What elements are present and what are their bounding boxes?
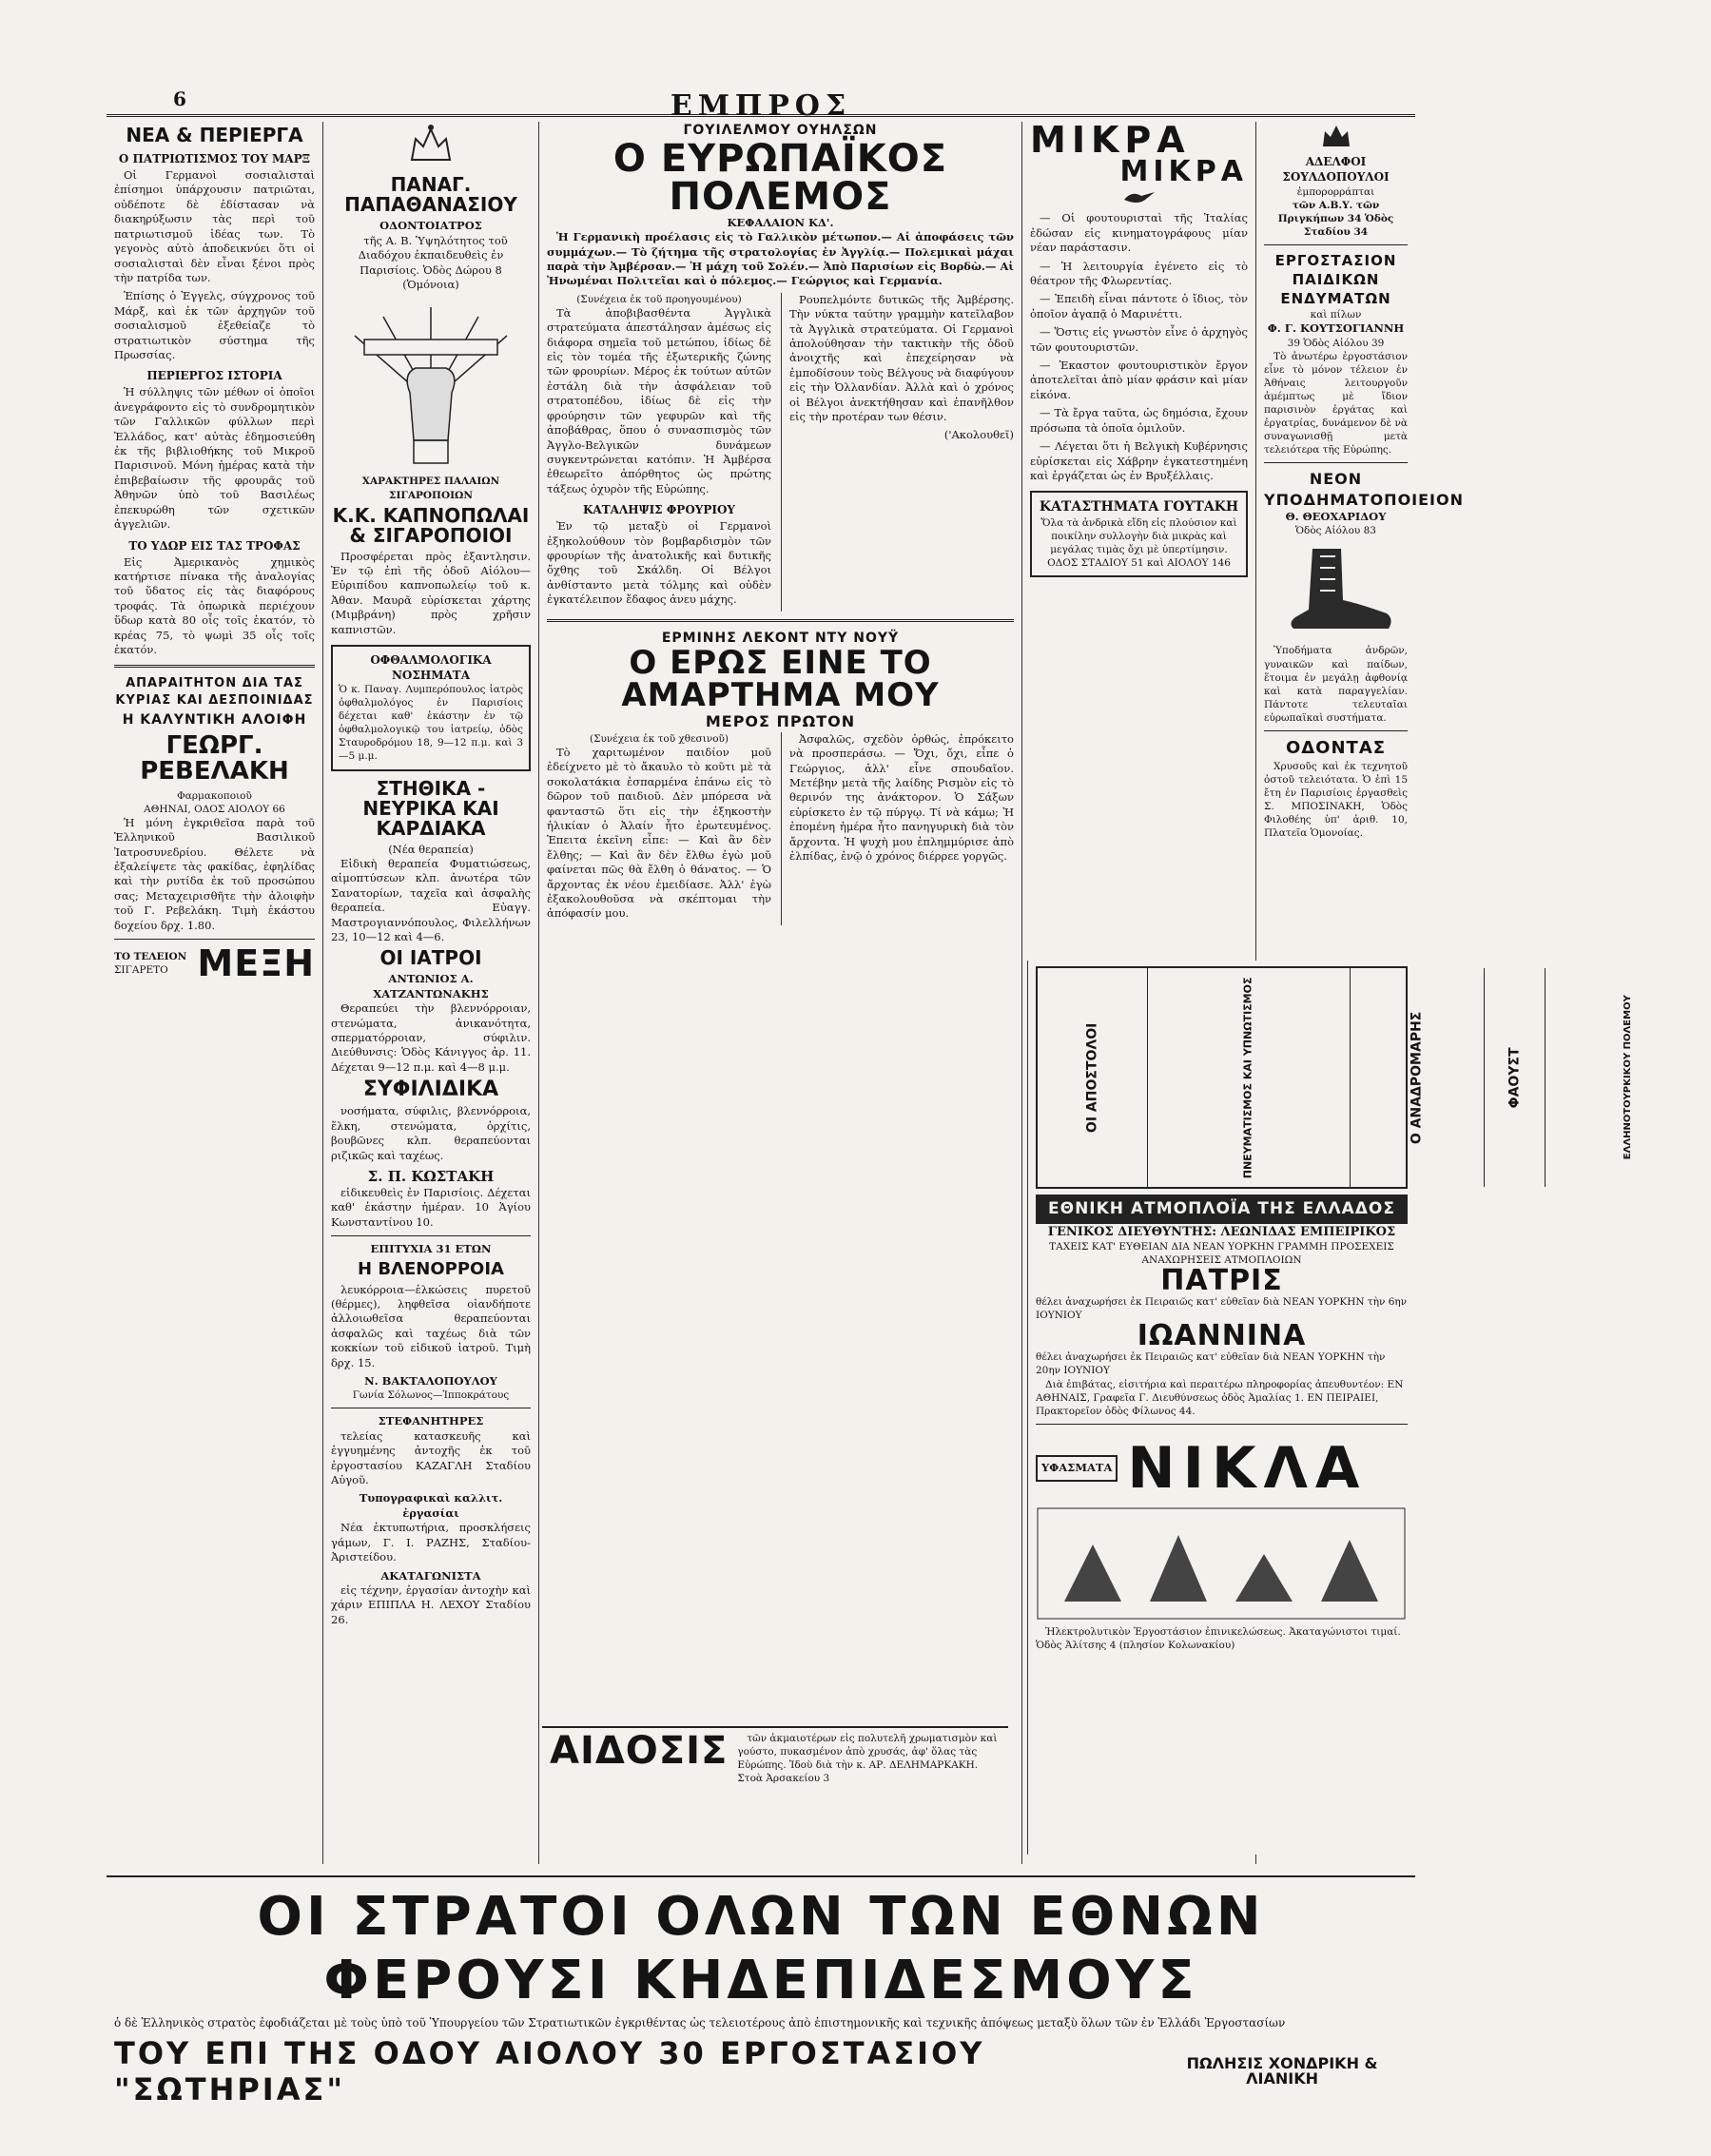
nikla-ad	[1036, 1430, 1408, 1506]
tobacco-heading: Κ.Κ. ΚΑΠΝΟΠΩΛΑΙ & ΣΙΓΑΡΟΠΟΙΟΙ	[332, 503, 530, 547]
aidosis-ad	[542, 1726, 1008, 1859]
article-heading: ΠΕΡΙΕΡΓΟΣ ΙΣΤΟΡΙΑ	[146, 369, 282, 383]
shoe-ad-text: Ὅλα τὰ ἀνδρικὰ εἴδη εἰς πλούσιον καὶ ποικίλην συλλογὴν διὰ μικρὰς καὶ μεγάλας τιμὰς ὄχι μὲ ὑπερτίμησιν. ΟΔΟΣ ΣΤΑΔΙΟΥ 51 καὶ ΑΙΟΛΟΥ 146	[1040, 517, 1237, 570]
serial-text: Τὰ ἀποβιβασθέντα Ἀγγλικὰ στρατεύματα ἀπεστάλησαν ἀμέσως εἰς διάφορα σημεῖα τοῦ μετώπου, ἰδίως δὲ εἰς τὸν τομέα τῆς ἐξωτερικῆς ζώνης τῶν φρουρίων. Μέρος ἐκ τούτων αὐτῶν ἐστάλη διὰ τὴν ἀσφάλειαν τοῦ στρατοπέδου, ἰδίως δὲ εἰς τὴν φρούρησιν τῶν γεφυρῶν καὶ τῆς ἀποβάθρας, ὅπου ὁ συνασπισμὸς τῶν Ἀγγλο-Βελγικῶν δυνάμεων συγκεντρώνεται κατόπιν. Ἡ Ἀμβέρσα ἐθεωρεῖτο ἀπόρθητος ὡς πρώτης τάξεως ὀχυρὸν τῆς Εὐρώπης.	[547, 305, 771, 495]
section-title-2: ΜΙΚΡΑ	[1119, 155, 1248, 188]
shoe-shop-owner: Θ. ΘΕΟΧΑΡΙΔΟΥ	[1285, 510, 1387, 523]
serial2-author: ΕΡΜΙΝΗΣ ΛΕΚΟΝΤ ΝΤΥ ΝΟΥΫ	[661, 630, 900, 646]
serial-text: Ἐν τῷ μεταξὺ οἱ Γερμανοὶ ἐξηκολούθουν τὸν βομβαρδισμὸν τῶν φρουρίων τῆς ἀνατολικῆς καὶ δυτικῆς ὄχθης τοῦ Σκάλδη. Οἱ Βέλγοι ἀνθίσταντο μετὰ τόλμης καὶ οὐδὲν ἐγκατέλειπον ἔδαφος ἀνευ μάχης.	[547, 519, 771, 607]
workshop-sub: καὶ πίλων	[1310, 309, 1362, 321]
divider	[1264, 730, 1408, 731]
dentist-text: τῆς Α. Β. Ὑψηλότητος τοῦ Διαδόχου ἐκπαιδευθεὶς ἐν Παρισίοις. Ὁδὸς Δώρου 8 (Ὁμόνοια)	[358, 233, 508, 292]
divider	[114, 665, 315, 668]
cigarette-label: ΤΟ ΤΕΛΕΙΟΝ	[114, 950, 187, 962]
short-item: — Λέγεται ὅτι ἡ Βελγικὴ Κυβέρνησις εὑρίσκεται εἰς Χάβρην ἐγκατεστημένη καὶ ἐργάζεται ὡς ἐν Βρυξέλλαις.	[1030, 439, 1248, 482]
printing-text: Νέα ἐκτυπωτήρια, προσκλήσεις γάμων, Γ. Ι. ΡΑΖΗΣ, Σταδίου-Ἀριστείδου.	[331, 1521, 531, 1564]
ship-text-1: θέλει ἀναχωρήσει ἐκ Πειραιῶς κατ' εὐθεῖαν διὰ ΝΕΑΝ ΥΟΡΚΗΝ τὴν 6ην ΙΟΥΝΙΟΥ	[1036, 1296, 1408, 1322]
steamship-heading: ΕΘΝΙΚΗ ΑΤΜΟΠΛΟΪΑ ΤΗΣ ΕΛΛΑΔΟΣ	[1036, 1195, 1408, 1224]
dentist-role: ΟΔΟΝΤΟΙΑΤΡΟΣ	[379, 219, 482, 233]
banner-text: ὁ δὲ Ἑλληνικὸς στρατὸς ἐφοδιάζεται μὲ τοὺς ὑπὸ τοῦ Ὑπουργείου τῶν Στρατιωτικῶν ἐγκριθέντας ὡς τελειοτέρους ἀπὸ ἐπιστημονικῆς καὶ τεχνικῆς ἀπόψεως μεταξὺ ὅλων τῶν ἐν Ἑλλάδι Ἐργοστασίων	[114, 2016, 1286, 2030]
dentist-heading: ΟΔΟΝΤΑΣ	[1285, 737, 1387, 758]
short-item: — Ἡ λειτουργία ἐγένετο εἰς τὸ θέατρον τῆς Φλωρεντίας.	[1030, 259, 1248, 288]
chest-heading: ΣΤΗΘΙΚΑ - ΝΕΥΡΙΚΑ ΚΑΙ ΚΑΡΔΙΑΚΑ	[362, 776, 499, 840]
book-anadromaris: Ο ΑΝΑΔΡΟΜΑΡΗΣ	[1350, 968, 1483, 1187]
article-text: Εἰς Ἀμερικανὸς χημικὸς κατήρτισε πίνακα τῆς ἀναλογίας τοῦ ὕδατος εἰς τὰς διαφόρους τροφάς. Τὰ ὀπωρικὰ περιέχουν ὕδωρ κατὰ 80 οἷς τοῖς ἑκατόν, τὸ κρέας 75, τὸ ψωμὶ 35 οἷς τοῖς ἑκατόν.	[114, 554, 315, 657]
eye-doctor-heading: ΟΦΘΑΛΜΟΛΟΓΙΚΑ ΝΟΣΗΜΑΤΑ	[370, 653, 492, 683]
book-greco-turkish-war: ΕΛΛΗΝΟΤΟΥΡΚΙΚΟΥ ΠΟΛΕΜΟΥ	[1545, 968, 1710, 1187]
serial-author: ΓΟΥΙΛΕΛΜΟΥ ΟΥΗΛΣΩΝ	[683, 123, 878, 138]
wreaths-heading: ΣΤΕΦΑΝΗΤΗΡΕΣ	[378, 1414, 484, 1428]
tailors-role: ἐμπορορράπται	[1296, 185, 1375, 198]
doctors-names: ΑΝΤΩΝΙΟΣ Α. ΧΑΤΖΑΝΤΩΝΑΚΗΣ	[373, 972, 489, 1000]
ad-name: ΓΕΩΡΓ. ΡΕΒΕΛΑΚΗ	[140, 730, 289, 787]
book-faust: ΦΑΟΥΣΤ	[1484, 968, 1546, 1187]
shoe-ad-heading: ΚΑΤΑΣΤΗΜΑΤΑ ΓΟΥΤΑΚΗ	[1039, 499, 1239, 515]
dentist-name: ΠΑΝΑΓ. ΠΑΠΑΘΑΝΑΣΙΟΥ	[344, 173, 517, 217]
short-item: — Ὅστις εἰς γνωστὸν εἶνε ὁ ἀρχηγὸς τῶν φουτουριστῶν.	[1030, 325, 1248, 354]
ship-name-1: ΠΑΤΡΙΣ	[1160, 1264, 1283, 1298]
cigarette-ad	[114, 942, 315, 984]
blenorrhea-address: Γωνία Σόλωνος—Ἱπποκράτους	[352, 1389, 510, 1402]
article-text: Ἡ σύλληψις τῶν μέθων οἱ ὁποῖοι ἀνεγράφοντο εἰς τὸ συνδρομητικὸν τῶν Γαλλικῶν φύλλων περὶ Ἑλλάδος, κατ' αὐτὰς ἐδημοσιεύθη ἐκ τῆς βιβλιοθήκης τοῦ Μικροῦ Παρισινοῦ. Μόνη ἡμέρας κατὰ τὴν ἐπιβεβαίωσιν τῆς φρουρᾶς τοῦ Ἀθηνῶν ὑπὸ τοῦ Βασιλέως ἐπεκυρώθη τῶν σχετικῶν ἀγγελιῶν.	[114, 385, 315, 532]
eye-doctor-box	[331, 645, 531, 771]
ship-name-2: ΙΩΑΝΝΙΝΑ	[1137, 1319, 1307, 1353]
short-item: — Τὰ ἔργα ταῦτα, ὡς δημόσια, ἔχουν πρόσωπα τὰ ὁποῖα ὁμιλοῦν.	[1030, 406, 1248, 435]
ad-address: ΑΘΗΝΑΙ, ΟΔΟΣ ΑΙΟΛΟΥ 66	[144, 803, 285, 815]
bottom-banner	[107, 1875, 1415, 2113]
divider	[114, 939, 315, 940]
divider	[547, 619, 1014, 622]
workshop-text: Τὸ ἀνωτέρω ἐργοστάσιον εἶνε τὸ μόνον τέλειον ἐν Ἀθήναις λειτουργοῦν ἀμέμπτως μὲ ἴδιον παρισινὸν ἐργάτας καὶ ἐργατρίας, δυνάμενον δὲ νὰ συναγωνισθῇ μετὰ τελειότερα τῆς Εὐρώπης.	[1264, 350, 1408, 456]
syphilis-heading: ΣΥΦΙΛΙΔΙΚΑ	[362, 1078, 499, 1102]
ad-role: Φαρμακοποιοῦ	[177, 789, 252, 802]
shoe-ad-box	[1030, 491, 1248, 577]
serial2-text: Ἀσφαλῶς, σχεδὸν ὀρθώς, ἐπρόκειτο νὰ προσπεράσω. — Ὄχι, ὄχι, εἶπε ὁ Γεώργιος, ἀλλ' εἶνε σπουδαῖον. Μετέβην μετὰ τῆς λαίδης Ρισμὸν εἰς τὸ θερινόν της ἀνάκτορον. Ὁ Σάξων εὑρίσκετο ἐν τῷ πύργῳ. Τί νὰ κάμω; Ἡ ἐπομένη ἡμέρα ἦτο πανηγυρικὴ διὰ τὸν ἄρχοντα. Ἡ ψυχὴ μου ἐπλημμύρισε ἀπὸ ἐλπίδας, ἐνῷ ὁ χρόνος διέρρεε γοργῶς.	[789, 731, 1014, 864]
serial-summary: Ἡ Γερμανικὴ προέλασις εἰς τὸ Γαλλικὸν μέτωπον.— Αἱ ἀποφάσεις τῶν συμμάχων.— Τὸ ζήτημα τῆς στρατολογίας ἐν Ἀγγλίᾳ.— Πολεμικαὶ μάχαι παρὰ τὴν Ἀμβέρσαν.— Ἡ μάχη τοῦ Σολέν.— Ἀπὸ Παρισίων εἰς Βορδὼ.— Αἱ Ἠνωμέναι Πολιτεῖαι καὶ ὁ πόλεμος.— Γεώργιος καὶ Γερμανία.	[547, 230, 1014, 288]
tailors-address: τῶν Α.Β.Υ. τῶν Πριγκήπων 34 Ὁδὸς Σταδίου 34	[1277, 199, 1394, 238]
continuation-note: (Συνέχεια ἐκ τοῦ προηγουμένου)	[576, 293, 742, 305]
ad-heading: ΑΠΑΡΑΙΤΗΤΟΝ ΔΙΑ ΤΑΣ ΚΥΡΙΑΣ ΚΑΙ ΔΕΣΠΟΙΝΙΔΑΣ	[115, 676, 314, 708]
serial2-column-left	[547, 732, 771, 925]
column-3	[538, 122, 1021, 1864]
dentist-text: Χρυσοῦς καὶ ἐκ τεχνητοῦ ὀστοῦ τελειότατα. Ὁ ἐπὶ 15 ἔτη ἐν Παρισίοις ἐργασθεὶς Σ. ΜΠΟΣΙΝΑΚΗ, Ὁδὸς Φιλοθέης ὑπ' ἀριθ. 10, Πλατεῖα Ὁμονοίας.	[1264, 760, 1408, 840]
short-item: — Οἱ φουτουρισταὶ τῆς Ἰταλίας ἐδώσαν εἰς κινηματογράφους μίαν νέαν παράστασιν.	[1030, 211, 1248, 255]
aidosis-text: τῶν ἀκμαιοτέρων εἰς πολυτελῆ χρωματισμὸν καὶ γούστο, πυκασμένον ἀπὸ χρυσάς, ἀφ' ὅλας τὰς Εὐρώπης. Ἰδοὺ διὰ τὴν κ. ΑΡ. ΔΕΛΗΜΑΡΚΑΚΗ. Στοὰ Ἀρσακείου 3	[737, 1733, 998, 1785]
nikla-heading: ΝΙΚΛΑ	[1127, 1434, 1368, 1502]
cigarette-brand: ΜΕΞΗ	[197, 942, 315, 984]
serial-column-left	[547, 293, 771, 612]
article-heading: Ο ΠΑΤΡΙΩΤΙΣΜΟΣ ΤΟΥ ΜΑΡΞ	[118, 152, 311, 165]
doctors-text: Θεραπεύει τὴν βλεννόρροιαν, στενώματα, ἀνικανότητα, σπερματόρροιαν, σύφιλιν. Διεύθυνσις: Ὁδὸς Κάνιγγος ἀρ. 11. Δέχεται 9—12 π.μ. καὶ 4—8 μ.μ.	[331, 1001, 531, 1074]
banner-factory: ΤΟΥ ΕΠΙ ΤΗΣ ΟΔΟΥ ΑΙΟΛΟΥ 30 ΕΡΓΟΣΤΑΣΙΟΥ "ΣΩΤΗΡΙΑΣ"	[114, 2035, 985, 2108]
syphilis-doctor-text: εἰδικευθεὶς ἐν Παρισίοις. Δέχεται καθ' ἑκάστην ἡμέραν. 10 Ἁγίου Κωνσταντίνου 10.	[331, 1186, 531, 1229]
article-text: Ἐπίσης ὁ Ἐγγελς, σύγχρονος τοῦ Μάρξ, καὶ ἐκ τῶν ἀρχηγῶν τοῦ σοσιαλισμοῦ ἐξεθείαζε τὸ στρατιωτικὸν σύστημα τῆς Πρωσσίας.	[114, 289, 315, 361]
advertisement-block	[1027, 961, 1634, 1855]
divider	[1264, 244, 1408, 245]
short-item: — Ἐκαστον φουτουριστικὸν ἔργον ἀποτελεῖται ἀπὸ μίαν φράσιν καὶ μίαν εἰκόνα.	[1030, 359, 1248, 401]
workshop-heading: ΕΡΓΟΣΤΑΣΙΟΝ ΠΑΙΔΙΚΩΝ ΕΝΔΥΜΑΤΩΝ	[1274, 251, 1397, 307]
syphilis-doctor: Σ. Π. ΚΩΣΤΑΚΗ	[367, 1167, 495, 1185]
serial2-body	[547, 732, 1014, 925]
banner-sales: ΠΩΛΗΣΙΣ ΧΟΝΔΡΙΚΗ & ΛΙΑΝΙΚΗ	[1186, 2053, 1378, 2088]
syphilis-text: νοσήματα, σύφιλις, βλεννόρροια, ἕλκη, στενώματα, ὀρχίτις, βουβῶνες κλπ. θεραπεύονται ριζικῶς καὶ ταχέως.	[331, 1104, 531, 1162]
cigarette-sub: ΣΙΓΑΡΕΤΟ	[114, 963, 168, 976]
serial-column-right	[781, 293, 1014, 612]
section-title: ΝΕΑ & ΠΕΡΙΕΡΓΑ	[126, 124, 303, 146]
bird-icon	[1030, 186, 1248, 211]
fabrics-label: ΥΦΑΣΜΑΤΑ	[1036, 1455, 1118, 1481]
steamship-line: ΤΑΧΕΙΣ ΚΑΤ' ΕΥΘΕΙΑΝ ΔΙΑ ΝΕΑΝ ΥΟΡΚΗΝ ΓΡΑΜΜΗ ΠΡΟΣΕΧΕΙΣ ΑΝΑΧΩΡΗΣΕΙΣ ΑΤΜΟΠΛΟΙΩΝ	[1049, 1241, 1394, 1267]
printing-heading: Τυπογραφικαὶ καλλιτ. ἐργασίαι	[359, 1491, 503, 1520]
serial2-part: ΜΕΡΟΣ ΠΡΩΤΟΝ	[705, 712, 856, 731]
ad-text: Ἡ μόνη ἐγκριθεῖσα παρὰ τοῦ Ἑλληνικοῦ Βασιλικοῦ Ἰατροσυνεδρίου. Θέλετε νὰ ἐξαλείψετε τὰς φακίδας, ἐφηλίδας καὶ τὴν ρυτίδα ἐκ τοῦ προσώπου σας; Μεταχειρισθῆτε τὴν ἀλοιφὴν τοῦ Γ. Ρεβελάκη. Τιμὴ ἑκάστου δοχείου δρχ. 1.80.	[114, 815, 315, 932]
page-number: 6	[173, 87, 186, 110]
serial-subheading: ΚΑΤΑΛΗΨΙΣ ΦΡΟΥΡΙΟΥ	[582, 503, 735, 517]
boot-icon	[1264, 543, 1408, 638]
ship-text-2: θέλει ἀναχωρήσει ἐκ Πειραιῶς κατ' εὐθεῖαν διὰ ΝΕΑΝ ΥΟΡΚΗΝ τὴν 20ην ΙΟΥΝΙΟΥ	[1036, 1351, 1386, 1377]
masthead	[107, 38, 1415, 123]
short-item: — Ἐπειδὴ εἶναι πάντοτε ὁ ἴδιος, τὸν ὁποῖον ἀγαπᾷ ὁ Μαρινέττι.	[1030, 292, 1248, 320]
banner-bottom	[114, 2035, 1408, 2107]
chest-text: Εἰδικὴ θεραπεία Φυματιώσεως, αἱμοπτύσεων κλπ. ἀνωτέρα τῶν Σανατορίων, ταχεῖα καὶ ἀσφαλὴς θεραπεία. Εὐαγγ. Μαστρογιαννόπουλος, Φιλελλήνων 23, 10—12 καὶ 4—6.	[331, 856, 531, 943]
blenorrhea-heading: ΕΠΙΤΥΧΙΑ 31 ΕΤΩΝ	[370, 1242, 492, 1256]
doctors-heading: ΟΙ ΙΑΤΡΟΙ	[379, 946, 482, 970]
steamship-director: ΓΕΝΙΚΟΣ ΔΙΕΥΘΥΝΤΗΣ: ΛΕΩΝΙΔΑΣ ΕΜΠΕΙΡΙΚΟΣ	[1047, 1224, 1396, 1239]
blenorrhea-text: λευκόρροια—ἑλκώσεις πυρετοῦ (θέρμες), ληφθεῖσα οἰανδήποτε ἀλλοιωθεῖσα θεραπεύονται ἀσφαλῶς καὶ ταχέως διὰ τῶν κοκκίων τοῦ εἰδικοῦ ἰατροῦ. Τιμὴ δρχ. 15.	[331, 1282, 531, 1369]
blenorrhea-subheading: Η ΒΛΕΝΟΡΡΟΙΑ	[358, 1258, 504, 1279]
column-1	[107, 122, 322, 1864]
ad-subheading: Η ΚΑΛΥΝΤΙΚΗ ΑΛΟΙΦΗ	[122, 712, 307, 728]
shoe-shop-address: Ὁδὸς Αἰόλου 83	[1295, 525, 1376, 537]
workshop-owner: Φ. Γ. ΚΟΥΤΣΟΓΙΑΝΝΗ	[1267, 321, 1405, 336]
divider	[1264, 462, 1408, 463]
nikla-text: Ἠλεκτρολυτικὸν Ἐργοστάσιον ἐπινικελώσεως. Ἀκαταγώνιστοι τιμαί. Ὁδὸς Ἀλίτσης 4 (πλησίον Κολωνακίου)	[1036, 1625, 1401, 1651]
serial2-text: Τὸ χαριτωμένον παιδίον μοῦ ἐδείχνετο μὲ τὸ ἄκαυλο τὸ κοῦτι μὲ τὰ σοκολατάκια ἐσπαρμένα ἐπάνω εἰς τὸ δῶρον τοῦ παιδιοῦ. Δὲν μπόρεσα νὰ φανταστῶ ὅτι εἰς τὴν ἐξηκοστὴν ἡλικίαν ὁ Ἀλαίν ἦτο ἐρωτευμένος. Ἐπειτα ἐκεῖνη εἶπε: — Καὶ ἂν δὲν ἔλθης; — Καὶ ἂν δὲν ἔλθω ἐγὼ μοῦ φαίνεται πῶς θὰ ἔλθη ὁ θάνατος. — Ὁ ἄρχοντας ἐκ νέου ἐμειδίασε. Ἀλλ' ἐγὼ ἐξακολουθοῦσα νὰ σκέπτομαι τὴν ἀπόφασίν μου.	[547, 745, 771, 921]
serial-chapter: ΚΕΦΑΛΑΙΟΝ ΚΔ'.	[727, 215, 834, 229]
workshop-address: 39 Ὁδὸς Αἰόλου 39	[1287, 337, 1385, 349]
aidosis-heading: ΑΙΔΟΣΙΣ	[550, 1729, 729, 1773]
book-poster	[1036, 966, 1634, 1189]
shoe-shop-text: Ὑποδήματα ἀνδρῶν, γυναικῶν καὶ παίδων, ἕτοιμα ἐν μεγάλῃ ἀφθονίᾳ καὶ κατὰ παραγγελίαν. Πάντοτε τελευταῖαι εὐρωπαϊκαὶ συστήματα.	[1264, 645, 1408, 724]
blenorrhea-pharmacy: Ν. ΒΑΚΤΑΛΟΠΟΥΛΟΥ	[364, 1373, 497, 1388]
banner-headline: ΟΙ ΣΤΡΑΤΟΙ ΟΛΩΝ ΤΩΝ ΕΘΝΩΝ ΦΕΡΟΥΣΙ ΚΗΔΕΠΙΔΕΣΜΟΥΣ	[257, 1886, 1265, 2012]
article-heading: ΤΟ ΥΔΩΡ ΕΙΣ ΤΑΣ ΤΡΟΦΑΣ	[128, 538, 301, 553]
crown-icon	[1264, 122, 1408, 154]
crest-icon	[331, 122, 531, 171]
chest-subheading: (Νέα θεραπεία)	[388, 842, 474, 856]
article-text: Οἱ Γερμανοὶ σοσιαλισταὶ ἐπίσημοι ὑπάρχουσιν πατριῶται, οὐδέποτε δὲ ἐδίστασαν νὰ διακηρύξωσιν τὰς περὶ τοῦ πατριωτισμοῦ ἰδέας των. Τὸ γεγονὸς αὐτὸ ἀποδεικνύει ὅτι οἱ σοσιαλισταὶ δὲν εἶναι ξένοι πρὸς τὴν πατρίδα των.	[114, 168, 315, 284]
book-spiritualism: ΠΝΕΥΜΑΤΙΣΜΟΣ ΚΑΙ ΥΠΝΩΤΙΣΜΟΣ	[1147, 968, 1350, 1187]
eye-doctor-text: Ὁ κ. Παναγ. Λυμπερόπουλος ἰατρὸς ὀφθαλμολόγος ἐν Παρισίοις δέχεται καθ' ἑκάστην ἐν τῷ ὀφθαλμολογικῷ του ἰατρείῳ, ὁδὸς Σταυροδρόμου 18, 9—12 π.μ. καὶ 3—5 μ.μ.	[339, 684, 523, 763]
section-title: ΜΙΚΡΑ	[1030, 119, 1191, 161]
serial2-title: Ο ΕΡΩΣ ΕΙΝΕ ΤΟ ΑΜΑΡΤΗΜΑ ΜΟΥ	[621, 644, 940, 715]
tobacco-hand-icon	[331, 298, 531, 469]
furniture-text: εἰς τέχνην, ἐργασίαν ἀντοχὴν καὶ χάριν ΕΠΙΠΛΑ Η. ΛΕΧΟΥ Σταδίου 26.	[331, 1583, 531, 1626]
wreaths-text: τελείας κατασκευῆς καὶ ἐγγυημένης ἀντοχῆς ἐκ τοῦ ἐργοστασίου ΚΑΖΑΓΛΗ Σταδίου Αὐγοῦ.	[331, 1428, 531, 1487]
furniture-heading: ΑΚΑΤΑΓΩΝΙΣΤΑ	[380, 1568, 481, 1583]
column-2	[322, 122, 538, 1864]
divider	[331, 1235, 531, 1236]
serial-text: Ρουπελμόντε δυτικῶς τῆς Ἀμβέρσης. Τὴν νύκτα ταύτην γραμμὴν κατεῖλαβον τὰ Ἀγγλικὰ στρατεύματα. Οἱ Γερμανοὶ ἀπολούθησαν τὴν τακτικὴν τῆς ὁδοῦ ἀνοιχτῆς καὶ ἐπεχείρησαν νὰ ἐμποδίσουν τοὺς Βέλγους νὰ διαφύγουν εἰς τὴν Ὀλλανδίαν. Ἀλλὰ καὶ ὁ χρόνος οἱ Βέλγοι ἀνεκτήθησαν καὶ ἐπανῆλθον εἰς τὴν προτέραν των θέσιν.	[789, 292, 1014, 424]
divider	[1036, 1424, 1408, 1425]
shoe-shop-heading: ΝΕΟΝ ΥΠΟΔΗΜΑΤΟΠΟΙΕΙΟΝ	[1264, 470, 1464, 509]
to-be-continued: ('Ακολουθεῖ)	[943, 428, 1014, 442]
book-apostles: ΟΙ ΑΠΟΣΤΟΛΟΙ	[1084, 1022, 1100, 1133]
serial-title: Ο ΕΥΡΩΠΑΪΚΟΣ ΠΟΛΕΜΟΣ	[612, 136, 948, 219]
serial-body	[547, 293, 1014, 612]
tobacco-banner: ΧΑΡΑΚΤΗΡΕΣ ΠΑΛΑΙΩΝ ΣΙΓΑΡΟΠΟΙΩΝ	[361, 476, 500, 501]
ship-info: Διὰ ἐπιβάτας, εἰσιτήρια καὶ περαιτέρω πληροφορίας ἀπευθυντέον: ΕΝ ΑΘΗΝΑΙΣ, Γραφεῖα Γ. Διευθύνσεως ὁδὸς Ἀμαλίας 1. ΕΝ ΠΕΙΡΑΙΕΙ, Πρακτορεῖον ὁδὸς Φίλωνος 44.	[1036, 1378, 1404, 1417]
continuation-note: (Συνέχεια ἐκ τοῦ χθεσινοῦ)	[589, 732, 729, 745]
serial2-column-right	[781, 732, 1014, 925]
tobacco-text: Προσφέρεται πρὸς ἐξαντλησιν. Ἐν τῷ ἐπὶ τῆς ὁδοῦ Αἰόλου—Εὐριπίδου καπνοπωλείῳ τοῦ κ. Ἀθαν. Μαυρᾶ εὑρίσκεται χάρτης (Μιμβράνη) πρὸς χρῆσιν καπνιστῶν.	[331, 549, 531, 636]
nikla-image-icon	[1036, 1506, 1408, 1624]
paper-name: ΕΜΠΡΟΣ	[670, 89, 852, 123]
tailors-name: ΑΔΕΛΦΟΙ ΣΟΥΛΔΟΠΟΥΛΟΙ	[1282, 155, 1390, 185]
